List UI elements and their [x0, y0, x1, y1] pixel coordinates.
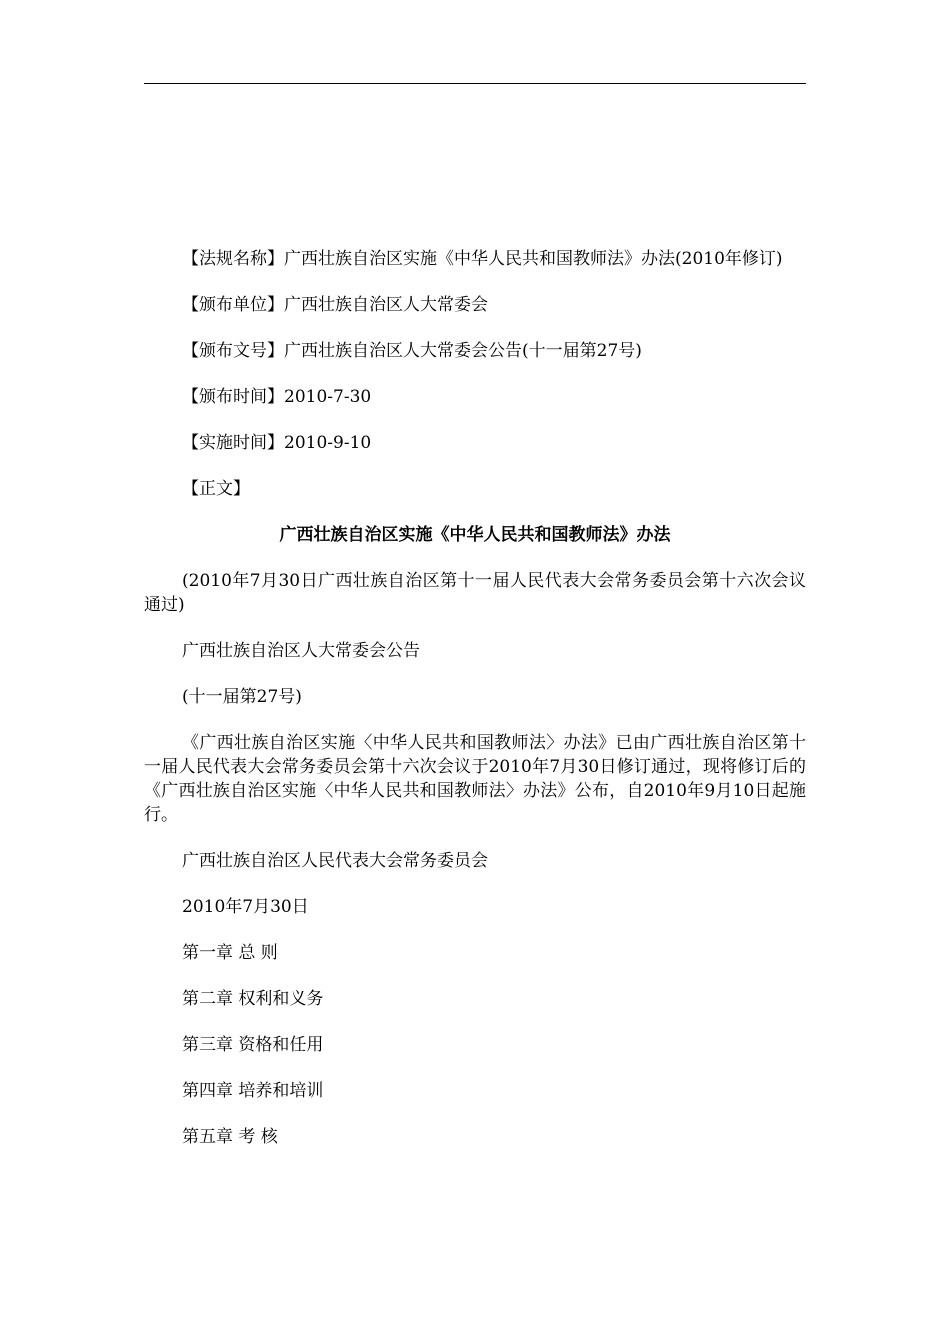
issuer: 【颁布单位】广西壮族自治区人大常委会: [182, 295, 488, 315]
body-label: 【正文】: [182, 479, 250, 499]
document-title: 广西壮族自治区实施《中华人民共和国教师法》办法: [279, 525, 671, 545]
law-name: 【法规名称】广西壮族自治区实施《中华人民共和国教师法》办法(2010年修订): [182, 249, 783, 269]
chapter-2: 第二章 权利和义务: [182, 989, 324, 1009]
header-rule: [144, 83, 806, 84]
chapter-5: 第五章 考 核: [182, 1127, 278, 1147]
chapter-3: 第三章 资格和任用: [182, 1035, 324, 1055]
document-body: [144, 247, 806, 1171]
announcement-text: 《广西壮族自治区实施〈中华人民共和国教师法〉办法》已由广西壮族自治区第十一届人民代表大会常务委员会第十六次会议于2010年7月30日修订通过，现将修订后的《广西壮族自治区实施〈中华人民共和国教师法〉办法》公布，自2010年9月10日起施行。: [144, 733, 806, 825]
chapter-4: 第四章 培养和培训: [182, 1081, 324, 1101]
doc-number: 【颁布文号】广西壮族自治区人大常委会公告(十一届第27号): [182, 341, 642, 361]
adoption-note: (2010年7月30日广西壮族自治区第十一届人民代表大会常务委员会第十六次会议通过): [144, 571, 806, 615]
announcement-heading: 广西壮族自治区人大常委会公告: [182, 641, 420, 661]
announcement-number: (十一届第27号): [182, 687, 302, 707]
effective-date: 【实施时间】2010-9-10: [182, 433, 372, 453]
chapter-1: 第一章 总 则: [182, 943, 278, 963]
signatory: 广西壮族自治区人民代表大会常务委员会: [182, 851, 488, 871]
issue-date: 【颁布时间】2010-7-30: [182, 387, 372, 407]
signature-date: 2010年7月30日: [182, 897, 309, 917]
